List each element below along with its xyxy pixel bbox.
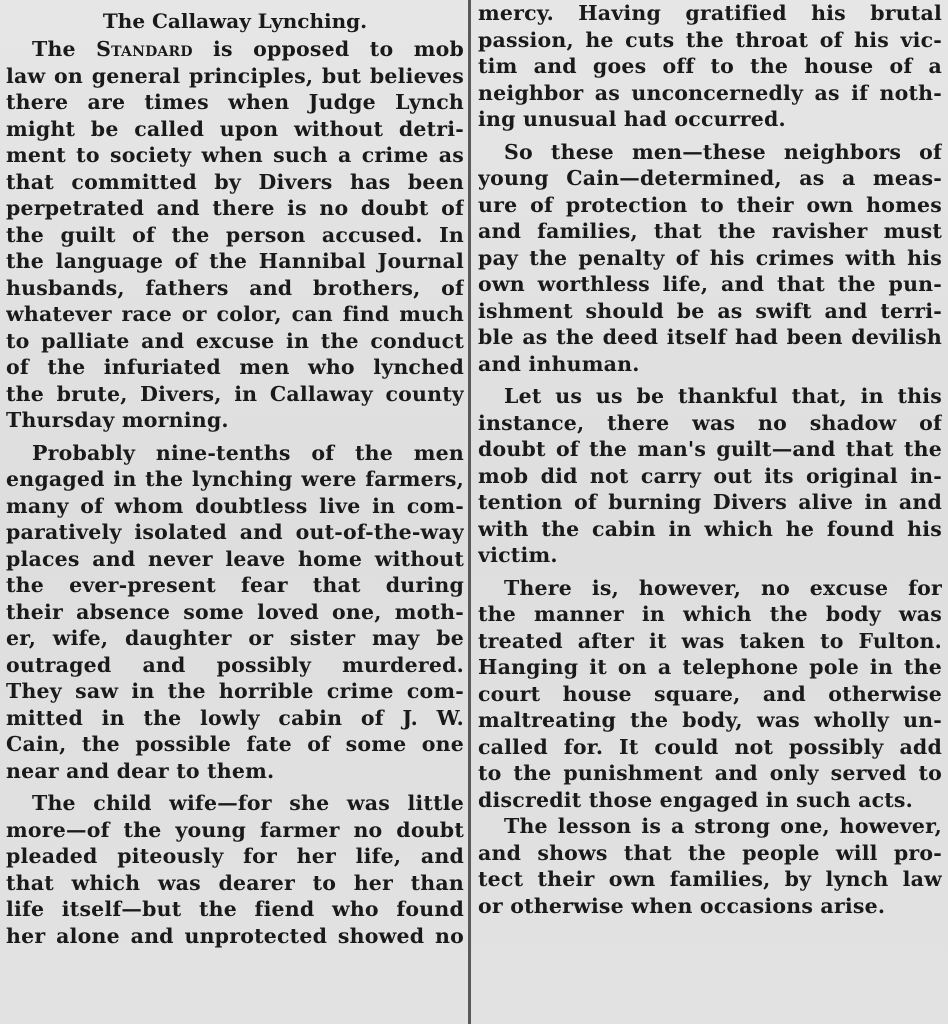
text-line: many of whom doubtless live in com-	[6, 493, 464, 518]
text-line: husbands, fathers and brothers, of	[6, 275, 464, 300]
text-line: the ever-present fear that during	[6, 573, 464, 597]
text-line: the brute, Divers, in Callaway county	[6, 381, 464, 406]
text-line: The Standard is opposed to mob	[32, 37, 464, 61]
text-line: young Cain—determined, as a meas-	[478, 166, 942, 190]
text-line: pay the penalty of his crimes with his	[478, 245, 942, 270]
text-line: instance, there was no shadow of	[478, 410, 942, 435]
text-line: and inhuman.	[478, 351, 640, 376]
text-line: neighbor as unconcernedly as if noth-	[478, 80, 942, 105]
text-line: life itself—but the fiend who found	[6, 897, 464, 921]
text-line: might be called upon without detri-	[6, 116, 464, 141]
text-line: more—of the young farmer no doubt	[6, 817, 464, 842]
text-line: ble as the deed itself had been devilish	[478, 325, 942, 349]
text-line: They saw in the horrible crime com-	[6, 679, 464, 703]
article-headline: The Callaway Lynching.	[102, 9, 368, 33]
newspaper-name: Standard	[96, 37, 193, 61]
text-line: whatever race or color, can find much	[6, 302, 464, 326]
text-line: The lesson is a strong one, however,	[504, 814, 942, 838]
left-column-text	[6, 36, 464, 949]
text-line: doubt of the man's guilt—and that the	[478, 437, 942, 461]
text-line: treated after it was taken to Fulton.	[478, 628, 942, 653]
text-line: There is, however, no excuse for	[504, 575, 942, 600]
text-line: that which was dearer to her than	[6, 870, 464, 895]
text-line: her alone and unprotected showed no	[6, 923, 464, 948]
left-column	[6, 0, 464, 1024]
text-line: law on general principles, but believes	[6, 63, 464, 88]
text-line: court house square, and otherwise	[478, 681, 942, 706]
text-line: victim.	[478, 543, 558, 567]
text-line: The child wife—for she was little	[32, 791, 464, 815]
text-line: of the infuriated men who lynched	[6, 355, 464, 379]
text-line: ment to society when such a crime as	[6, 143, 464, 167]
text-line: the guilt of the person accused. In	[6, 222, 464, 247]
text-line: perpetrated and there is no doubt of	[6, 196, 464, 220]
text-line: engaged in the lynching were farmers,	[6, 467, 464, 491]
text-line: called for. It could not possibly add	[478, 734, 942, 759]
text-line: mob did not carry out its original in-	[478, 463, 942, 488]
text-line: Hanging it on a telephone pole in the	[478, 655, 942, 679]
text-line: to palliate and excuse in the conduct	[6, 328, 464, 353]
text-line: that committed by Divers has been	[6, 169, 464, 194]
right-column-text	[478, 0, 942, 919]
text-line: near and dear to them.	[6, 758, 275, 783]
text-line: the language of the Hannibal Journal	[6, 249, 464, 273]
text-line: there are times when Judge Lynch	[6, 90, 464, 114]
text-line: Thursday morning.	[6, 408, 229, 432]
text-line: mitted in the lowly cabin of J. W.	[6, 705, 464, 730]
text-line: tention of burning Divers alive in and	[478, 490, 942, 514]
text-line: passion, he cuts the throat of his vic-	[478, 27, 942, 52]
text-line: their absence some loved one, moth-	[6, 599, 464, 624]
text-line: with the cabin in which he found his	[478, 516, 942, 541]
text-line: the manner in which the body was	[478, 602, 942, 626]
text-line: Let us us be thankful that, in this	[504, 384, 942, 408]
text-line: ure of protection to their own homes	[478, 192, 942, 217]
text-line: Probably nine-tenths of the men	[32, 440, 464, 465]
text-line: pleaded piteously for her life, and	[6, 844, 464, 868]
text-line: ishment should be as swift and terri-	[478, 298, 942, 323]
text-line: maltreating the body, was wholly un-	[478, 708, 942, 732]
text-line: discredit those engaged in such acts.	[478, 787, 914, 812]
text-line: or otherwise when occasions arise.	[478, 893, 886, 918]
text-line: ing unusual had occurred.	[478, 107, 786, 131]
column-divider	[468, 0, 471, 1024]
text-line: mercy. Having gratified his brutal	[478, 1, 942, 25]
text-line: to the punishment and only served to	[478, 761, 942, 785]
text-line: tect their own families, by lynch law	[478, 867, 942, 891]
text-line: Cain, the possible fate of some one	[6, 732, 464, 756]
right-column	[478, 0, 942, 1024]
text-line: paratively isolated and out-of-the-way	[6, 520, 464, 544]
text-line: places and never leave home without	[6, 546, 464, 571]
text-line: er, wife, daughter or sister may be	[6, 626, 464, 650]
text-line: outraged and possibly murdered.	[6, 652, 464, 677]
text-line: and shows that the people will pro-	[478, 840, 942, 865]
text-line: own worthless life, and that the pun-	[478, 272, 942, 296]
text-line: and families, that the ravisher must	[478, 219, 942, 243]
text-line: tim and goes off to the house of a	[478, 54, 942, 78]
text-line: So these men—these neighbors of	[504, 139, 942, 164]
